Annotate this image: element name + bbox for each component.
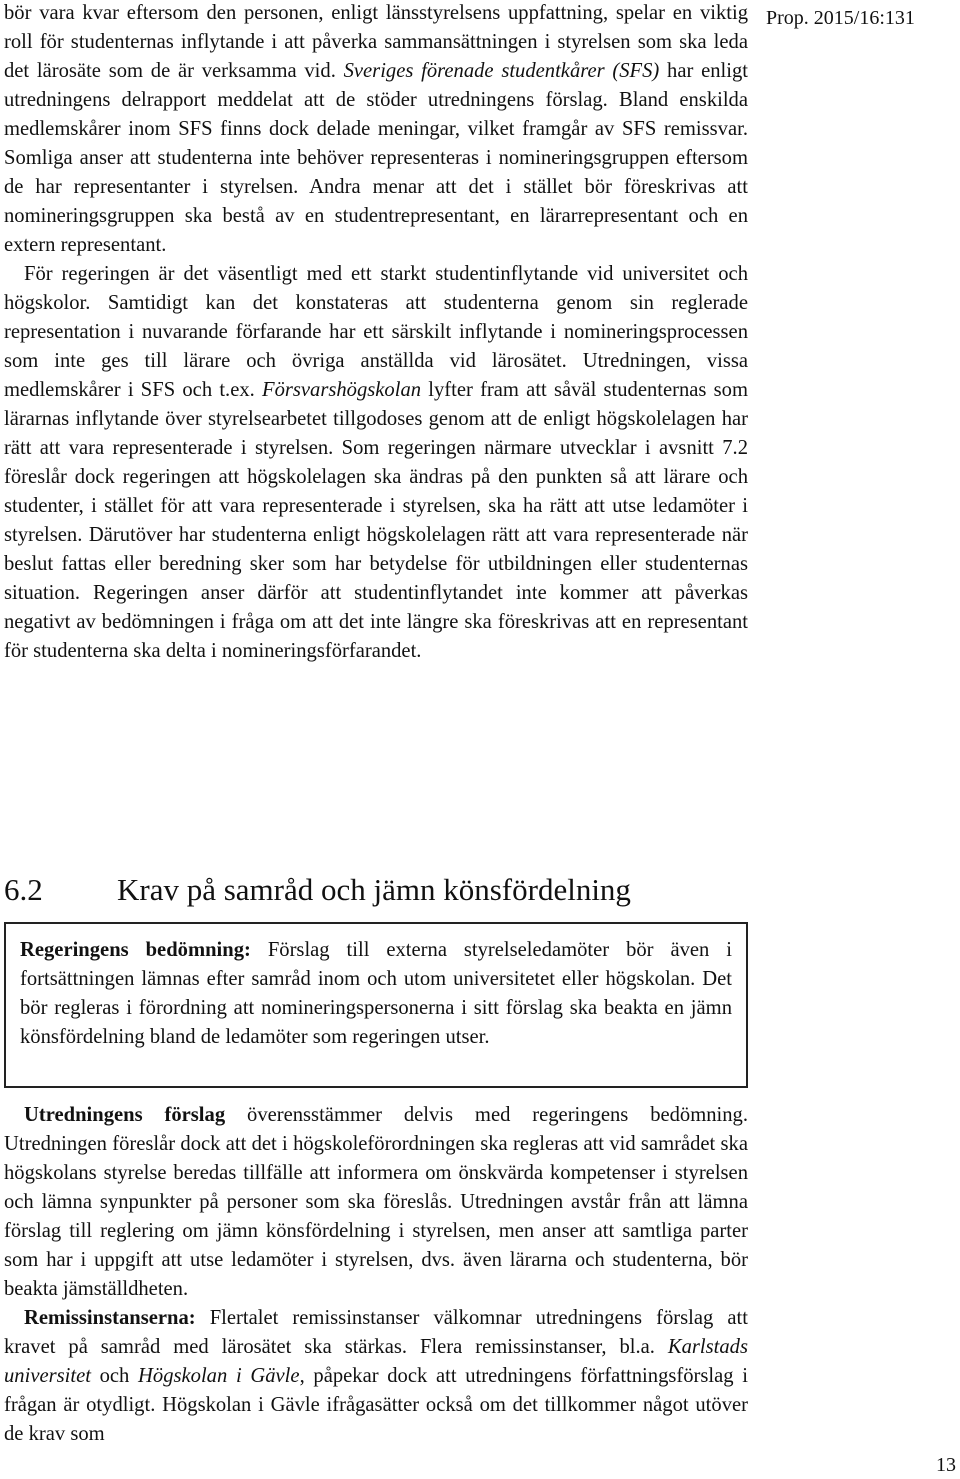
paragraph [4,1304,748,1449]
paragraph [4,0,748,260]
body-text-bottom [4,1101,748,1449]
organization-name: Karlstads universitet [4,1336,748,1387]
organization-name: Sveriges förenade studentkårer (SFS) [343,60,660,82]
section-number: 6.2 [4,872,43,907]
paragraph [4,260,748,666]
text-run: och [90,1365,139,1387]
text-run: Förslag till externa styrelseledamöter bör även i fortsättningen lämnas efter samråd inom och utom universitetet eller högskolan. Det bör regleras i förordning att nomineringspersonerna i sitt förslag ska beakta en jämn könsfördelning bland de ledamöter som regeringen utser. [20,939,732,1048]
organization-name: Högskolan i Gävle [138,1365,300,1387]
text-run: överensstämmer delvis med regeringens bedömning. Utredningen föreslår dock att det i högskoleförordningen ska regleras att vid samrådet ska högskolans styrelse beredas tillfälle att informera om önskvärda kompetenser i styrelsen och lämna synpunkter på personer som ska föreslås. Utredningen avstår från att lämna förslag till reglering om jämn könsfördelning i styrelsen, men anser att samtliga parter som har i uppgift att utse ledamöter i styrelsen, dvs. även lärarna och studenterna, bör beakta jämställdheten. [4,1104,749,1300]
running-head: Prop. 2015/16:131 [766,7,915,29]
paragraph-lead: Remissinstanserna: [24,1307,196,1329]
assessment-box [4,922,748,1088]
text-run: För regeringen är det väsentligt med ett starkt studentinflytande vid universitet och högskolor. Samtidigt kan det konstateras att studenterna genom sin reglerade representation i nuvarande förfarande har ett särskilt inflytande i nomineringsprocessen som inte ges till lärare och övriga anställda vid lärosätet. Utredningen, vissa medlemskårer i SFS och t.ex. [4,263,748,401]
assessment-text [20,936,732,1052]
text-run: har enligt utredningens delrapport meddelat att de stöder utredningens förslag. Bland enskilda medlemskårer inom SFS finns dock delade meningar, vilket framgår av SFS remissvar. Somliga anser att studenterna inte behöver representeras i nomineringsgruppen eftersom de har representanter i styrelsen. Andra menar att det i stället bör föreskrivas att nomineringsgruppen ska bestå av en studentrepresentant, en lärarrepresentant och en extern representant. [4,60,748,256]
text-run: bör vara kvar eftersom den personen, enligt länsstyrelsens uppfattning, spelar en viktig roll för studenternas inflytande i att påverka sammansättningen i styrelsen som ska leda det lärosäte som de är verksamma vid. [4,2,748,82]
paragraph-lead: Utredningens förslag [24,1104,226,1126]
text-run: Flertalet remissinstanser välkomnar utredningens förslag att kravet på samråd med lärosätet ska stärkas. Flera remissinstanser, bl.a. [4,1307,748,1358]
section-title: Krav på samråd och jämn könsfördelning [117,872,631,907]
body-text-top [4,0,748,666]
paragraph [4,1101,748,1304]
organization-name: Försvarshögskolan [262,379,422,401]
page-number: 13 [936,1454,956,1476]
text-run: , påpekar dock att utredningens författningsförslag i frågan är otydligt. Högskolan i Gävle ifrågasätter också om det tillkommer något utöver de krav som [4,1365,748,1445]
text-run: lyfter fram att såväl studenternas som lärarnas inflytande över styrelsearbetet tillgodoses genom att de enligt högskolelagen har rätt att vara representerade i styrelsen. Som regeringen närmare utvecklar i avsnitt 7.2 föreslår dock regeringen att högskolelagen ska ändras på den punkten så att lärare och studenter, i stället för att vara representerade i styrelsen, ska ha rätt att utse ledamöter i styrelsen. Därutöver har studenterna enligt högskolelagen rätt att vara representerade när beslut fattas eller beredning sker som har betydelse för utbildningen eller studenternas situation. Regeringen anser därför att studentinflytandet inte kommer att påverkas negativt av bedömningen i fråga om att det inte längre ska föreskrivas att en representant för studenterna ska delta i nomineringsförfarandet. [4,379,748,662]
assessment-label: Regeringens bedömning: [20,939,251,961]
section-heading [4,870,748,910]
